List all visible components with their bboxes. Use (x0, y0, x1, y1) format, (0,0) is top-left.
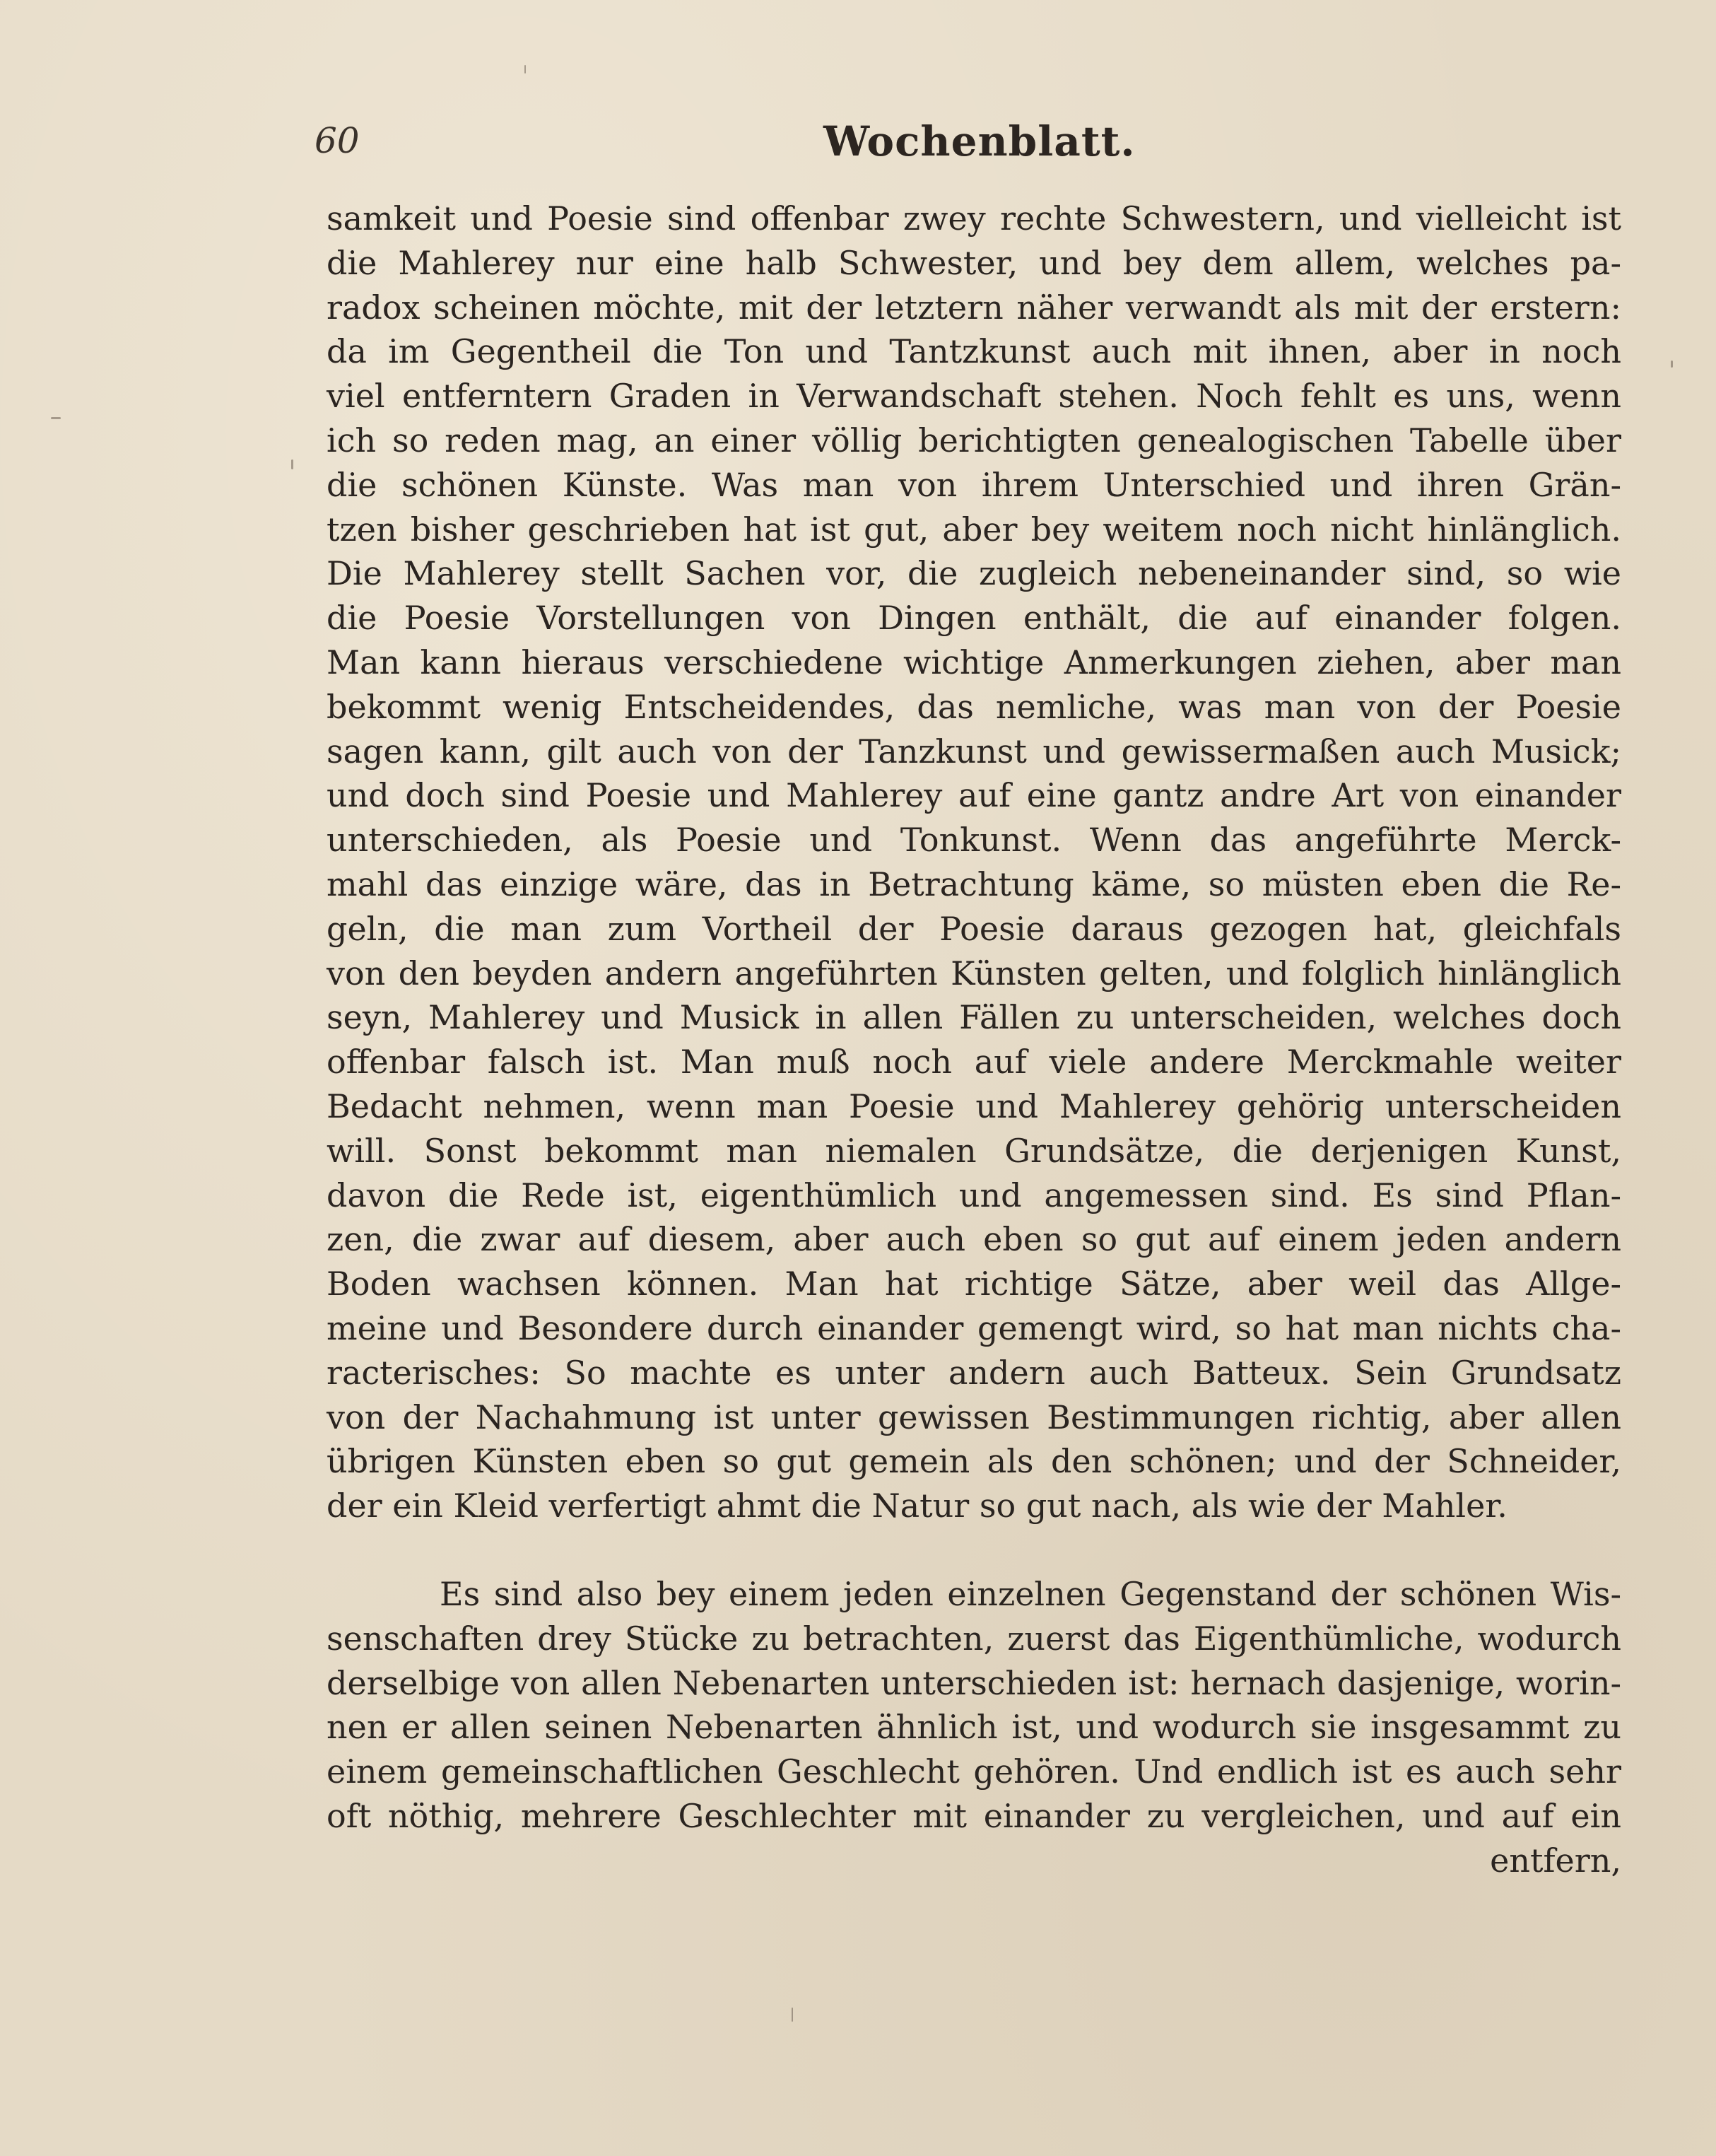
text-line: Bedacht nehmen, wenn man Poesie und Mahlerey gehörig unterscheiden (327, 1086, 1621, 1125)
text-line: senschaften drey Stücke zu betrachten, zuerst das Eigenthümliche, wodurch (327, 1619, 1621, 1658)
text-line: und doch sind Poesie und Mahlerey auf eine gantz andre Art von einander (327, 776, 1621, 815)
text-line: radox scheinen möchte, mit der letztern näher verwandt als mit der erstern: (327, 288, 1621, 327)
text-line: derselbige von allen Nebenarten unterschieden ist: hernach dasjenige, worin- (327, 1663, 1621, 1702)
paper-speck (524, 65, 526, 74)
text-line: der ein Kleid verfertigt ahmt die Natur so gut nach, als wie der Mahler. (327, 1487, 1508, 1525)
running-title: Wochenblatt. (823, 117, 1136, 165)
text-line: oft nöthig, mehrere Geschlechter mit einander zu vergleichen, und auf ein (327, 1796, 1621, 1835)
text-line: geln, die man zum Vortheil der Poesie daraus gezogen hat, gleichfals (327, 909, 1621, 948)
text-line: viel entferntern Graden in Verwandschaft stehen. Noch fehlt es uns, wenn (327, 377, 1621, 416)
catchword: entfern, (1490, 1841, 1621, 1880)
paper-speck (1671, 361, 1673, 368)
paper-speck (51, 417, 61, 419)
page-header (315, 117, 1622, 170)
text-line: racterisches: So machte es unter andern auch Batteux. Sein Grundsatz (327, 1353, 1621, 1392)
text-line: unterschieden, als Poesie und Tonkunst. Wenn das angeführte Merck- (327, 821, 1621, 860)
text-line: die Mahlerey nur eine halb Schwester, und bey dem allem, welches pa- (327, 243, 1621, 282)
text-line: tzen bisher geschrieben hat ist gut, aber bey weitem noch nicht hinlänglich. (327, 510, 1621, 549)
text-line: Es sind also bey einem jeden einzelnen Gegenstand der schönen Wis- (440, 1574, 1621, 1613)
catchword-row (327, 1839, 1621, 1883)
paragraph-2 (327, 1572, 1621, 1839)
text-line: die Poesie Vorstellungen von Dingen enthält, die auf einander folgen. (327, 599, 1621, 638)
paper-speck (792, 2008, 793, 2022)
text-line: da im Gegentheil die Ton und Tantzkunst auch mit ihnen, aber in noch (327, 332, 1621, 371)
paragraph-1 (327, 197, 1621, 1528)
text-line: bekommt wenig Entscheidendes, das nemliche, was man von der Poesie (327, 687, 1621, 726)
paragraph-gap (327, 1528, 1621, 1572)
text-line: meine und Besondere durch einander gemengt wird, so hat man nichts cha- (327, 1308, 1621, 1347)
text-line: zen, die zwar auf diesem, aber auch eben so gut auf einem jeden andern (327, 1220, 1621, 1259)
text-line: die schönen Künste. Was man von ihrem Unterschied und ihren Grän- (327, 465, 1621, 504)
text-line: von den beyden andern angeführten Künsten gelten, und folglich hinlänglich (327, 954, 1621, 992)
body-text (327, 197, 1621, 1882)
text-line: will. Sonst bekommt man niemalen Grundsätze, die derjenigen Kunst, (327, 1131, 1621, 1170)
text-line: Boden wachsen können. Man hat richtige Sätze, aber weil das Allge- (327, 1265, 1621, 1303)
paper-speck (291, 459, 293, 469)
text-line: offenbar falsch ist. Man muß noch auf viele andere Merckmahle weiter (327, 1043, 1621, 1082)
text-line: davon die Rede ist, eigenthümlich und angemessen sind. Es sind Pflan- (327, 1176, 1621, 1214)
text-line: Man kann hieraus verschiedene wichtige Anmerkungen ziehen, aber man (327, 643, 1621, 681)
text-line: sagen kann, gilt auch von der Tanzkunst und gewissermaßen auch Musick; (327, 732, 1621, 771)
text-line: seyn, Mahlerey und Musick in allen Fällen zu unterscheiden, welches doch (327, 998, 1621, 1037)
text-line: mahl das einzige wäre, das in Betrachtung käme, so müsten eben die Re- (327, 865, 1621, 903)
text-line: einem gemeinschaftlichen Geschlecht gehören. Und endlich ist es auch sehr (327, 1752, 1621, 1791)
text-line: von der Nachahmung ist unter gewissen Bestimmungen richtig, aber allen (327, 1398, 1621, 1436)
text-line: Die Mahlerey stellt Sachen vor, die zugleich nebeneinander sind, so wie (327, 554, 1621, 593)
text-line: samkeit und Poesie sind offenbar zwey rechte Schwestern, und vielleicht ist (327, 199, 1621, 238)
text-line: ich so reden mag, an einer völlig berichtigten genealogischen Tabelle über (327, 421, 1621, 459)
text-line: nen er allen seinen Nebenarten ähnlich ist, und wodurch sie insgesammt zu (327, 1708, 1621, 1747)
page-number: 60 (315, 120, 360, 161)
text-line: übrigen Künsten eben so gut gemein als den schönen; und der Schneider, (327, 1442, 1621, 1481)
